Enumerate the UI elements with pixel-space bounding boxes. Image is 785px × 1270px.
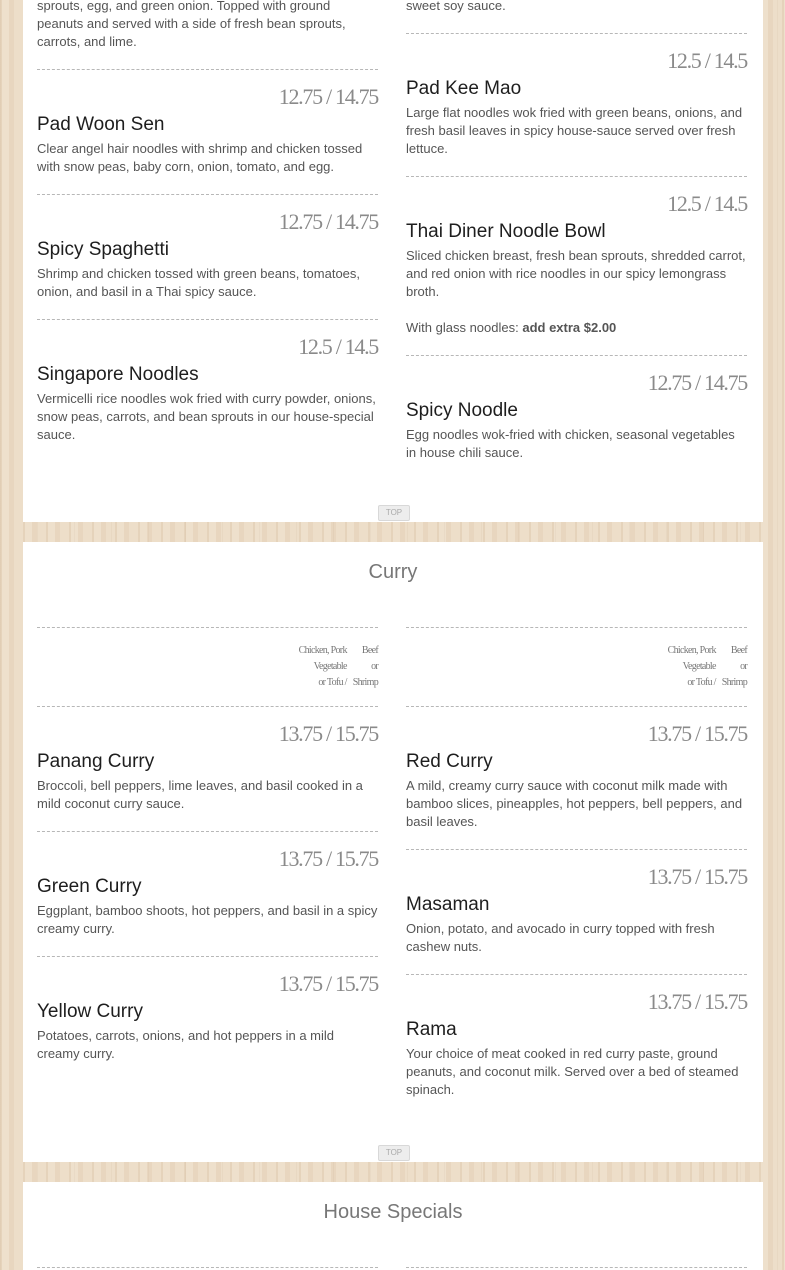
back-to-top-button[interactable]: TOP bbox=[378, 505, 410, 521]
item-extra-note bbox=[406, 319, 747, 337]
item-description: Large flat noodles wok fried with green beans, onions, and fresh basil leaves in spicy house-sauce served over fresh lettuce. bbox=[406, 105, 743, 156]
menu-item bbox=[37, 719, 378, 813]
item-description: Onion, potato, and avocado in curry topped with fresh cashew nuts. bbox=[406, 921, 715, 954]
extra-label: With glass noodles: bbox=[406, 320, 523, 335]
item-desc-fragment: sweet soy sauce. bbox=[406, 0, 506, 13]
section-title: Curry bbox=[368, 561, 418, 583]
price-column-labels bbox=[299, 643, 378, 691]
item-description: Sliced chicken breast, fresh bean sprouts, shredded carrot, and red onion with rice noodles in our spicy lemongrass broth. bbox=[406, 248, 746, 299]
item-description: Egg noodles wok-fried with chicken, seasonal vegetables in house chili sauce. bbox=[406, 427, 735, 460]
item-name: Thai Diner Noodle Bowl bbox=[406, 221, 606, 242]
item-name: Singapore Noodles bbox=[37, 364, 199, 385]
item-name: Rama bbox=[406, 1019, 457, 1040]
price-column-chicken: Chicken, Pork Vegetable or Tofu / bbox=[667, 645, 716, 688]
back-to-top-button[interactable]: TOP bbox=[378, 1145, 410, 1161]
item-description: Shrimp and chicken tossed with green beans, tomatoes, onion, and basil in a Thai spicy sauce. bbox=[37, 266, 361, 299]
menu-item bbox=[406, 849, 747, 956]
item-name: Yellow Curry bbox=[37, 1001, 143, 1022]
curry-right-column bbox=[406, 719, 747, 1099]
item-price: 12.5 / 14.5 bbox=[298, 334, 378, 359]
item-description: Potatoes, carrots, onions, and hot peppers in a mild creamy curry. bbox=[37, 1028, 335, 1061]
price-header-left bbox=[37, 627, 378, 707]
extra-price: add extra $2.00 bbox=[522, 320, 617, 335]
item-description: Broccoli, bell peppers, lime leaves, and basil cooked in a mild coconut curry sauce. bbox=[37, 778, 363, 811]
item-description: A mild, creamy curry sauce with coconut milk made with bamboo slices, pineapples, hot peppers, bell peppers, and basil leaves. bbox=[406, 778, 743, 829]
item-price: 13.75 / 15.75 bbox=[278, 971, 378, 996]
curry-panel bbox=[23, 542, 763, 1162]
divider bbox=[406, 1267, 747, 1268]
item-price: 12.75 / 14.75 bbox=[278, 84, 378, 109]
item-price: 13.75 / 15.75 bbox=[647, 989, 747, 1014]
item-price: 12.5 / 14.5 bbox=[667, 48, 747, 73]
noodles-right-column bbox=[406, 0, 747, 462]
menu-item bbox=[406, 719, 747, 831]
divider bbox=[37, 1267, 378, 1268]
item-price: 13.75 / 15.75 bbox=[278, 721, 378, 746]
item-price: 12.75 / 14.75 bbox=[647, 370, 747, 395]
item-price: 12.75 / 14.75 bbox=[278, 209, 378, 234]
price-column-beef: Beef or Shrimp bbox=[721, 645, 747, 688]
item-name: Red Curry bbox=[406, 751, 493, 772]
menu-item bbox=[37, 831, 378, 938]
item-name: Green Curry bbox=[37, 876, 142, 897]
price-column-labels bbox=[668, 643, 747, 691]
curry-left-column bbox=[37, 719, 378, 1063]
menu-item bbox=[406, 974, 747, 1099]
item-name: Pad Kee Mao bbox=[406, 78, 522, 99]
item-price: 12.5 / 14.5 bbox=[667, 191, 747, 216]
price-header-right bbox=[406, 627, 747, 707]
item-description: Eggplant, bamboo shoots, hot peppers, and basil in a spicy creamy curry. bbox=[37, 903, 378, 936]
item-desc-fragment: sprouts, egg, and green onion. Topped with ground peanuts and served with a side of fresh bean sprouts, carrots, and lime. bbox=[37, 0, 346, 49]
menu-item bbox=[37, 956, 378, 1063]
item-name: Panang Curry bbox=[37, 751, 155, 772]
menu-item bbox=[37, 69, 378, 176]
item-description: Clear angel hair noodles with shrimp and chicken tossed with snow peas, baby corn, onion, tomato, and egg. bbox=[37, 141, 363, 174]
section-title: House Specials bbox=[323, 1201, 463, 1223]
noodles-panel bbox=[23, 0, 763, 522]
item-name: Masaman bbox=[406, 894, 490, 915]
menu-item bbox=[406, 33, 747, 158]
item-description: Vermicelli rice noodles wok fried with curry powder, onions, snow peas, carrots, and bean sprouts in our house-special sauce. bbox=[37, 391, 376, 442]
item-price: 13.75 / 15.75 bbox=[647, 864, 747, 889]
menu-item bbox=[406, 355, 747, 462]
item-price: 13.75 / 15.75 bbox=[647, 721, 747, 746]
item-name: Spicy Spaghetti bbox=[37, 239, 170, 260]
item-name: Pad Woon Sen bbox=[37, 114, 165, 135]
item-description: Your choice of meat cooked in red curry paste, ground peanuts, and coconut milk. Served over a bed of steamed spinach. bbox=[406, 1046, 739, 1097]
price-column-beef: Beef or Shrimp bbox=[352, 645, 378, 688]
price-column-chicken: Chicken, Pork Vegetable or Tofu / bbox=[298, 645, 347, 688]
item-name: Spicy Noodle bbox=[406, 400, 518, 421]
menu-item bbox=[406, 176, 747, 337]
item-price: 13.75 / 15.75 bbox=[278, 846, 378, 871]
menu-item bbox=[37, 319, 378, 444]
menu-item bbox=[37, 194, 378, 301]
noodles-left-column bbox=[37, 0, 378, 444]
house-specials-panel bbox=[23, 1182, 763, 1270]
